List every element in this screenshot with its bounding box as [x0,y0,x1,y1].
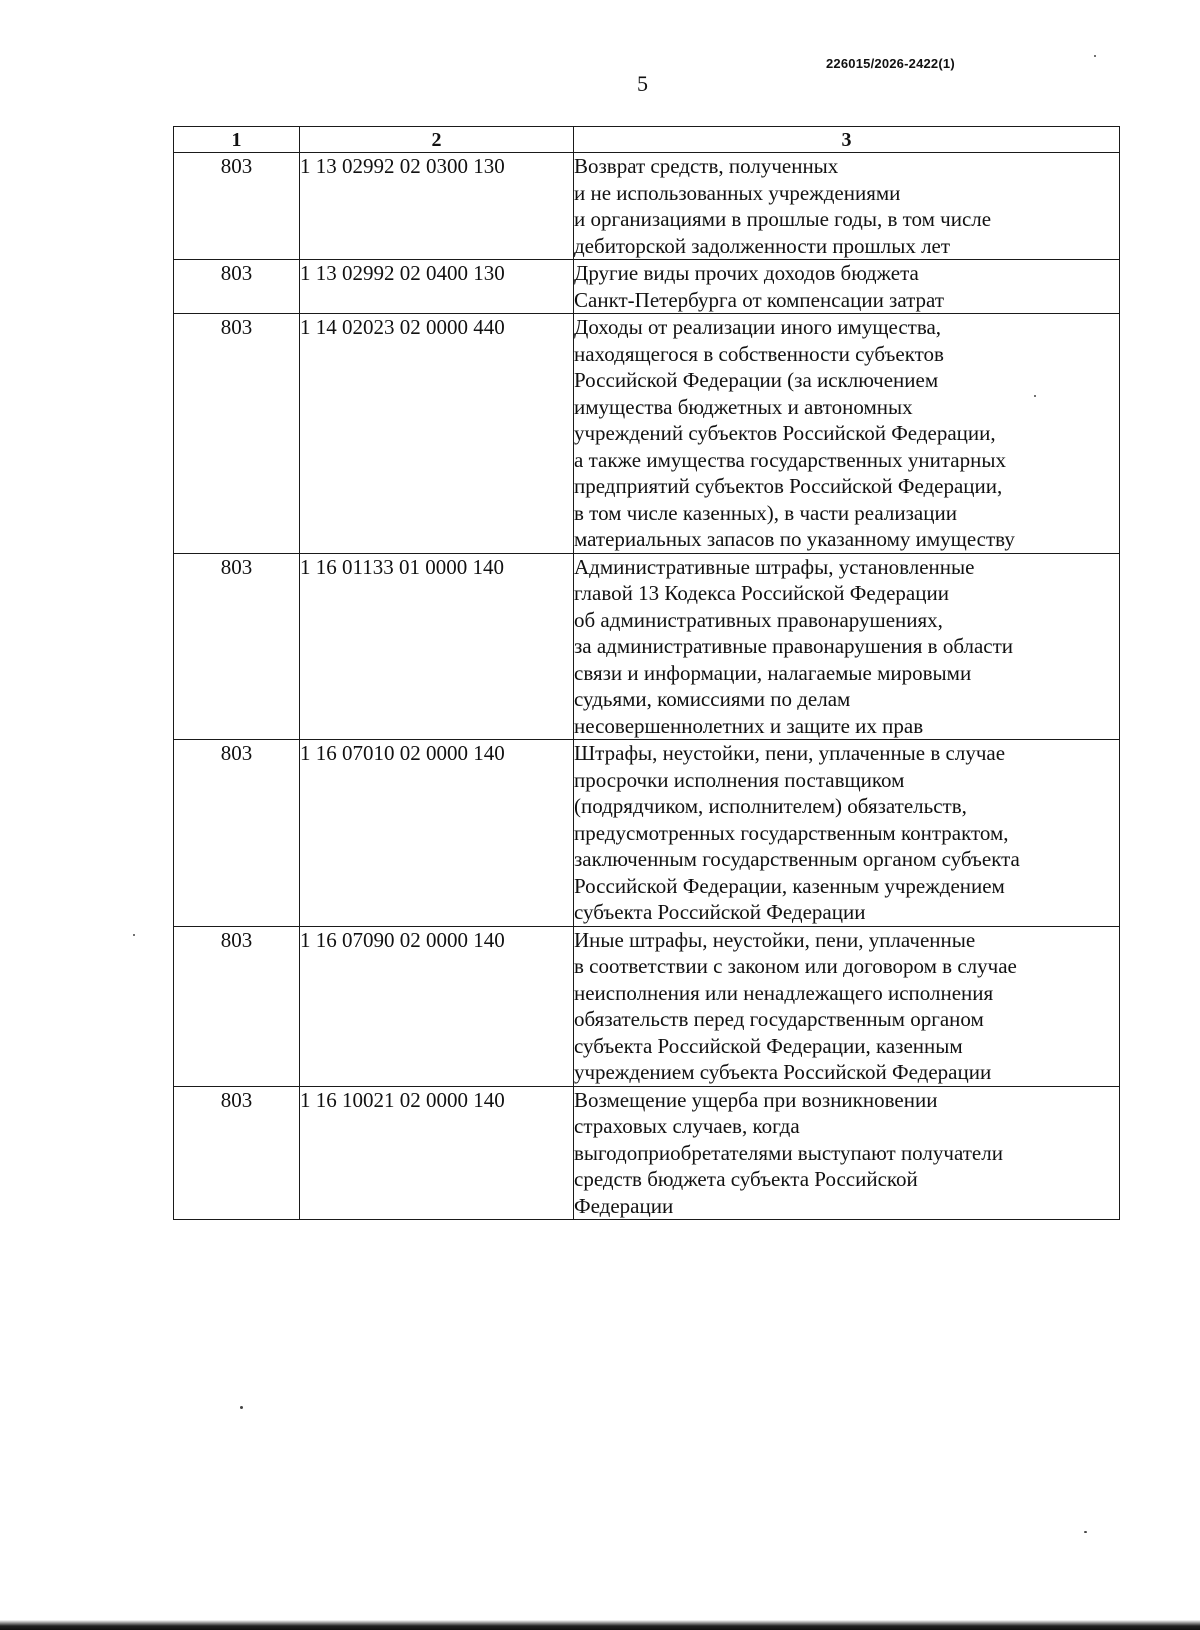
admin-code-cell: 803 [174,740,300,927]
description-line: материальных запасов по указанному имуществу [574,527,1015,551]
kbk-code-cell: 1 16 07010 02 0000 140 [300,740,574,927]
page-number: 5 [637,71,648,96]
admin-code-cell: 803 [174,1086,300,1220]
column-header-3: 3 [574,127,1120,153]
description-cell [574,153,1120,260]
description-line: Российской Федерации (за исключением [574,368,939,392]
description-line: страховых случаев, когда [574,1114,800,1138]
description-line: Другие виды прочих доходов бюджета [574,261,919,285]
budget-codes-table [173,126,1120,1220]
description-line: средств бюджета субъекта Российской [574,1167,918,1191]
admin-code-cell: 803 [174,153,300,260]
admin-code-cell: 803 [174,260,300,314]
description-line: и организациями в прошлые годы, в том числе [574,207,992,231]
admin-code-cell: 803 [174,553,300,740]
kbk-code-cell: 1 16 01133 01 0000 140 [300,553,574,740]
table-row [174,553,1120,740]
table-row [174,153,1120,260]
description-line: судьями, комиссиями по делам [574,687,851,711]
kbk-code-cell: 1 16 07090 02 0000 140 [300,926,574,1086]
description-cell [574,740,1120,927]
description-line: Российской Федерации, казенным учреждением [574,873,1005,898]
description-line: выгодоприобретателями выступают получатели [574,1140,1003,1165]
description-line: главой 13 Кодекса Российской Федерации [574,581,949,605]
description-line: субъекта Российской Федерации, казенным [574,1033,963,1058]
table-row [174,740,1120,927]
document-registration-number: 226015/2026-2422(1) [826,56,955,71]
description-line: Административные штрафы, установленные [574,554,975,579]
description-cell [574,926,1120,1086]
description-line: (подрядчиком, исполнителем) обязательств, [574,794,967,818]
description-line: просрочки исполнения поставщиком [574,767,905,792]
description-line: обязательств перед государственным органом [574,1007,984,1031]
description-line: Иные штрафы, неустойки, пени, уплаченные [574,927,976,952]
description-line: Санкт-Петербурга от компенсации затрат [574,287,945,312]
description-cell [574,553,1120,740]
scan-speck [1084,1531,1087,1533]
admin-code-cell: 803 [174,926,300,1086]
description-cell [574,314,1120,554]
scan-speck [1034,395,1036,397]
table-row [174,1086,1120,1220]
scan-bottom-edge [0,1620,1200,1630]
description-line: заключенным государственным органом субъекта [574,847,1020,871]
description-line: имущества бюджетных и автономных [574,394,913,419]
description-line: субъекта Российской Федерации [574,900,866,924]
description-line: предприятий субъектов Российской Федерации, [574,474,1003,498]
description-line: учреждением субъекта Российской Федерации [574,1060,992,1084]
description-line: Возврат средств, полученных [574,154,839,178]
admin-code-cell: 803 [174,314,300,554]
scan-speck [1094,55,1096,57]
description-line: Штрафы, неустойки, пени, уплаченные в случае [574,741,1006,765]
description-line: учреждений субъектов Российской Федерации, [574,421,996,445]
description-line: находящегося в собственности субъектов [574,341,944,366]
description-cell [574,1086,1120,1220]
description-line: за административные правонарушения в области [574,634,1014,658]
column-header-1: 1 [174,127,300,153]
kbk-code-cell: 1 16 10021 02 0000 140 [300,1086,574,1220]
kbk-code-cell: 1 14 02023 02 0000 440 [300,314,574,554]
description-cell [574,260,1120,314]
description-line: Возмещение ущерба при возникновении [574,1087,938,1112]
scan-speck [133,934,135,936]
description-line: в соответствии с законом или договором в случае [574,954,1017,978]
table-row [174,260,1120,314]
description-line: Федерации [574,1193,674,1218]
kbk-code-cell: 1 13 02992 02 0300 130 [300,153,574,260]
description-line: предусмотренных государственным контрактом, [574,820,1009,845]
table-row [174,314,1120,554]
description-line: а также имущества государственных унитарных [574,447,1006,472]
description-line: Доходы от реализации иного имущества, [574,315,942,339]
column-header-2: 2 [300,127,574,153]
table-row [174,926,1120,1086]
description-line: связи и информации, налагаемые мировыми [574,660,972,685]
description-line: об административных правонарушениях, [574,607,943,632]
description-line: и не использованных учреждениями [574,180,901,205]
description-line: несовершеннолетних и защите их прав [574,713,924,738]
table-header-row [174,127,1120,153]
description-line: дебиторской задолженности прошлых лет [574,233,951,258]
description-line: в том числе казенных), в части реализации [574,500,957,525]
kbk-code-cell: 1 13 02992 02 0400 130 [300,260,574,314]
scan-speck [240,1406,243,1409]
description-line: неисполнения или ненадлежащего исполнения [574,980,994,1005]
